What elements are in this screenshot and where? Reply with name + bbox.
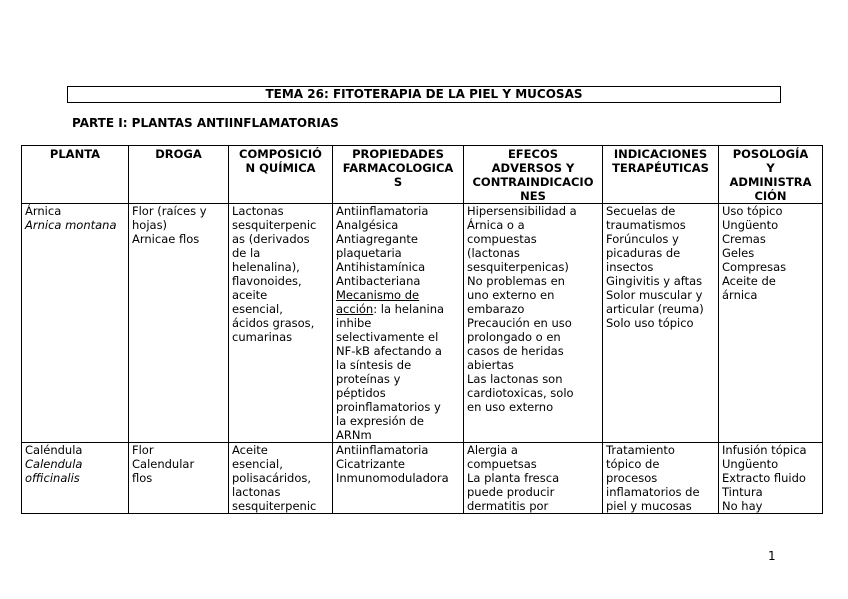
plants-table (21, 145, 823, 514)
table-header-row (22, 146, 823, 204)
cell-droga: Flor (raíces y hojas) Arnicae flos (129, 204, 229, 443)
cell-posologia: Uso tópico Ungüento Cremas Geles Compresas Aceite de árnica (719, 204, 823, 443)
header-indicaciones: INDICACIONES TERAPÉUTICAS (603, 146, 719, 204)
cell-droga: Flor Calendular flos (129, 443, 229, 514)
cell-indicaciones: Secuelas de traumatismos Forúnculos y picaduras de insectos Gingivitis y aftas Solor muscular y articular (reuma) Solo uso tópico (603, 204, 719, 443)
header-propiedades: PROPIEDADES FARMACOLOGICA S (333, 146, 464, 204)
cell-efectos: Hipersensibilidad a Árnica o a compuestas (lactonas sesquiterpenicas) No problemas en uno externo en embarazo Precaución en uso prolongado o en casos de heridas abiertas Las lactonas son cardiotoxicas, solo en uso externo (464, 204, 603, 443)
table-row (22, 443, 823, 514)
mecanismo-label: Mecanismo de (336, 288, 420, 302)
cell-propiedades: Antiinflamatoria Analgésica Antiagregante plaquetaria Antihistamínica Antibacteriana Mecanismo de acción: la helanina inhibe selectivamente el NF-kB afectando a la síntesis de proteínas y péptidos proinflamatorios y la expresión de ARNm (333, 204, 464, 443)
header-efectos: EFECOS ADVERSOS Y CONTRAINDICACIO NES (464, 146, 603, 204)
section-heading: PARTE I: PLANTAS ANTIINFLAMATORIAS (72, 116, 339, 130)
page-number: 1 (768, 549, 776, 563)
document-title: TEMA 26: FITOTERAPIA DE LA PIEL Y MUCOSAS (67, 86, 781, 103)
cell-indicaciones: Tratamiento tópico de procesos inflamatorios de piel y mucosas (603, 443, 719, 514)
table-row (22, 204, 823, 443)
cell-planta: Árnica Arnica montana (22, 204, 129, 443)
cell-composicion: Aceite esencial, polisacáridos, lactonas sesquiterpenic (229, 443, 333, 514)
cell-propiedades: Antiinflamatoria Cicatrizante Inmunomoduladora (333, 443, 464, 514)
cell-efectos: Alergia a compuetsas La planta fresca puede producir dermatitis por (464, 443, 603, 514)
cell-composicion: Lactonas sesquiterpenic as (derivados de la helenalina), flavonoides, aceite esencial, ácidos grasos, cumarinas (229, 204, 333, 443)
header-planta: PLANTA (22, 146, 129, 204)
accion-label: acción (336, 302, 374, 316)
header-composicion: COMPOSICIÓ N QUÍMICA (229, 146, 333, 204)
header-posologia: POSOLOGÍA Y ADMINISTRA CIÓN (719, 146, 823, 204)
cell-posologia: Infusión tópica Ungüento Extracto fluido Tintura No hay (719, 443, 823, 514)
header-droga: DROGA (129, 146, 229, 204)
cell-planta: Caléndula Calendula officinalis (22, 443, 129, 514)
